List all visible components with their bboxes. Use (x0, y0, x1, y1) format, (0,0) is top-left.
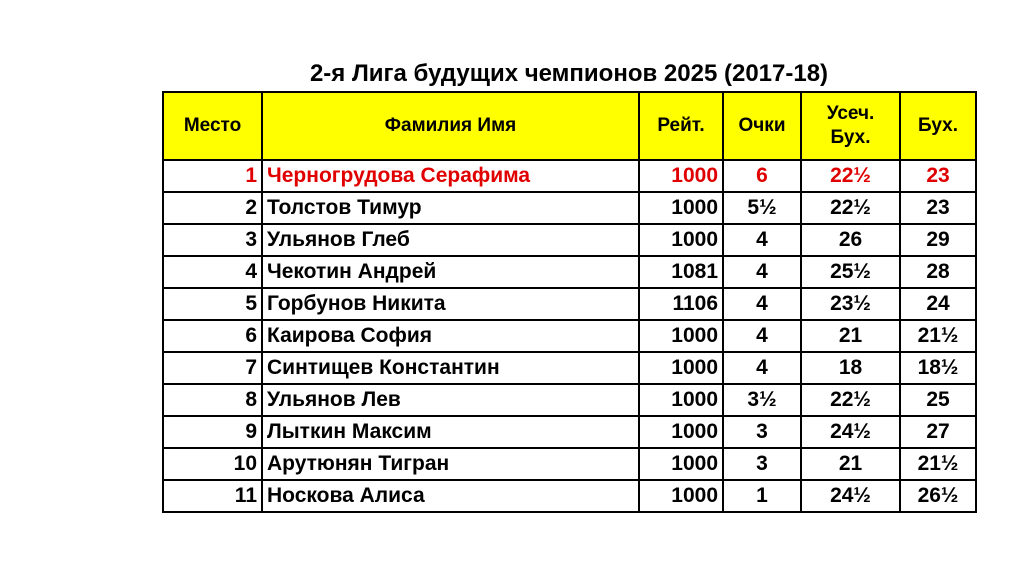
cell-truncated-buchholz: 18 (801, 352, 900, 384)
cell-truncated-buchholz: 22½ (801, 192, 900, 224)
cell-name: Ульянов Глеб (262, 224, 639, 256)
cell-name: Каирова София (262, 320, 639, 352)
cell-name: Синтищев Константин (262, 352, 639, 384)
cell-buchholz: 26½ (900, 480, 976, 512)
cell-place: 10 (163, 448, 262, 480)
cell-truncated-buchholz: 22½ (801, 160, 900, 192)
cell-place: 4 (163, 256, 262, 288)
table-row (163, 352, 976, 384)
cell-buchholz: 28 (900, 256, 976, 288)
cell-rating: 1000 (639, 160, 723, 192)
cell-buchholz: 27 (900, 416, 976, 448)
cell-rating: 1106 (639, 288, 723, 320)
cell-name: Чекотин Андрей (262, 256, 639, 288)
cell-points: 3 (723, 416, 801, 448)
table-row (163, 192, 976, 224)
cell-buchholz: 21½ (900, 320, 976, 352)
cell-name: Носкова Алиса (262, 480, 639, 512)
cell-rating: 1000 (639, 192, 723, 224)
cell-points: 5½ (723, 192, 801, 224)
table-row (163, 416, 976, 448)
cell-buchholz: 21½ (900, 448, 976, 480)
cell-truncated-buchholz: 22½ (801, 384, 900, 416)
cell-points: 1 (723, 480, 801, 512)
header-points: Очки (723, 92, 801, 160)
cell-points: 3 (723, 448, 801, 480)
table-row (163, 480, 976, 512)
table-row (163, 224, 976, 256)
cell-truncated-buchholz: 23½ (801, 288, 900, 320)
header-name: Фамилия Имя (262, 92, 639, 160)
cell-name: Толстов Тимур (262, 192, 639, 224)
cell-place: 3 (163, 224, 262, 256)
cell-buchholz: 25 (900, 384, 976, 416)
table-row (163, 448, 976, 480)
cell-rating: 1081 (639, 256, 723, 288)
cell-points: 4 (723, 256, 801, 288)
cell-place: 9 (163, 416, 262, 448)
cell-buchholz: 23 (900, 160, 976, 192)
cell-truncated-buchholz: 21 (801, 448, 900, 480)
cell-buchholz: 24 (900, 288, 976, 320)
cell-place: 6 (163, 320, 262, 352)
cell-points: 4 (723, 320, 801, 352)
cell-place: 11 (163, 480, 262, 512)
cell-rating: 1000 (639, 352, 723, 384)
header-row (163, 92, 976, 160)
cell-truncated-buchholz: 24½ (801, 416, 900, 448)
cell-rating: 1000 (639, 224, 723, 256)
cell-buchholz: 23 (900, 192, 976, 224)
cell-truncated-buchholz: 21 (801, 320, 900, 352)
cell-rating: 1000 (639, 448, 723, 480)
cell-name: Черногрудова Серафима (262, 160, 639, 192)
cell-name: Лыткин Максим (262, 416, 639, 448)
cell-place: 8 (163, 384, 262, 416)
cell-place: 2 (163, 192, 262, 224)
cell-name: Арутюнян Тигран (262, 448, 639, 480)
table-row (163, 384, 976, 416)
cell-place: 7 (163, 352, 262, 384)
cell-place: 1 (163, 160, 262, 192)
cell-points: 4 (723, 352, 801, 384)
cell-buchholz: 18½ (900, 352, 976, 384)
table-row (163, 256, 976, 288)
header-truncated-buchholz: Усеч. Бух. (801, 92, 900, 160)
table-row (163, 320, 976, 352)
cell-points: 6 (723, 160, 801, 192)
cell-truncated-buchholz: 26 (801, 224, 900, 256)
cell-name: Горбунов Никита (262, 288, 639, 320)
cell-rating: 1000 (639, 384, 723, 416)
cell-points: 4 (723, 224, 801, 256)
cell-name: Ульянов Лев (262, 384, 639, 416)
standings-table (162, 91, 977, 513)
cell-points: 4 (723, 288, 801, 320)
table-row (163, 288, 976, 320)
cell-rating: 1000 (639, 320, 723, 352)
header-buchholz: Бух. (900, 92, 976, 160)
cell-rating: 1000 (639, 416, 723, 448)
header-place: Место (163, 92, 262, 160)
page-title: 2-я Лига будущих чемпионов 2025 (2017-18) (309, 60, 829, 87)
cell-truncated-buchholz: 24½ (801, 480, 900, 512)
cell-buchholz: 29 (900, 224, 976, 256)
table-row-leader (163, 160, 976, 192)
cell-place: 5 (163, 288, 262, 320)
cell-points: 3½ (723, 384, 801, 416)
cell-rating: 1000 (639, 480, 723, 512)
header-rating: Рейт. (639, 92, 723, 160)
cell-truncated-buchholz: 25½ (801, 256, 900, 288)
